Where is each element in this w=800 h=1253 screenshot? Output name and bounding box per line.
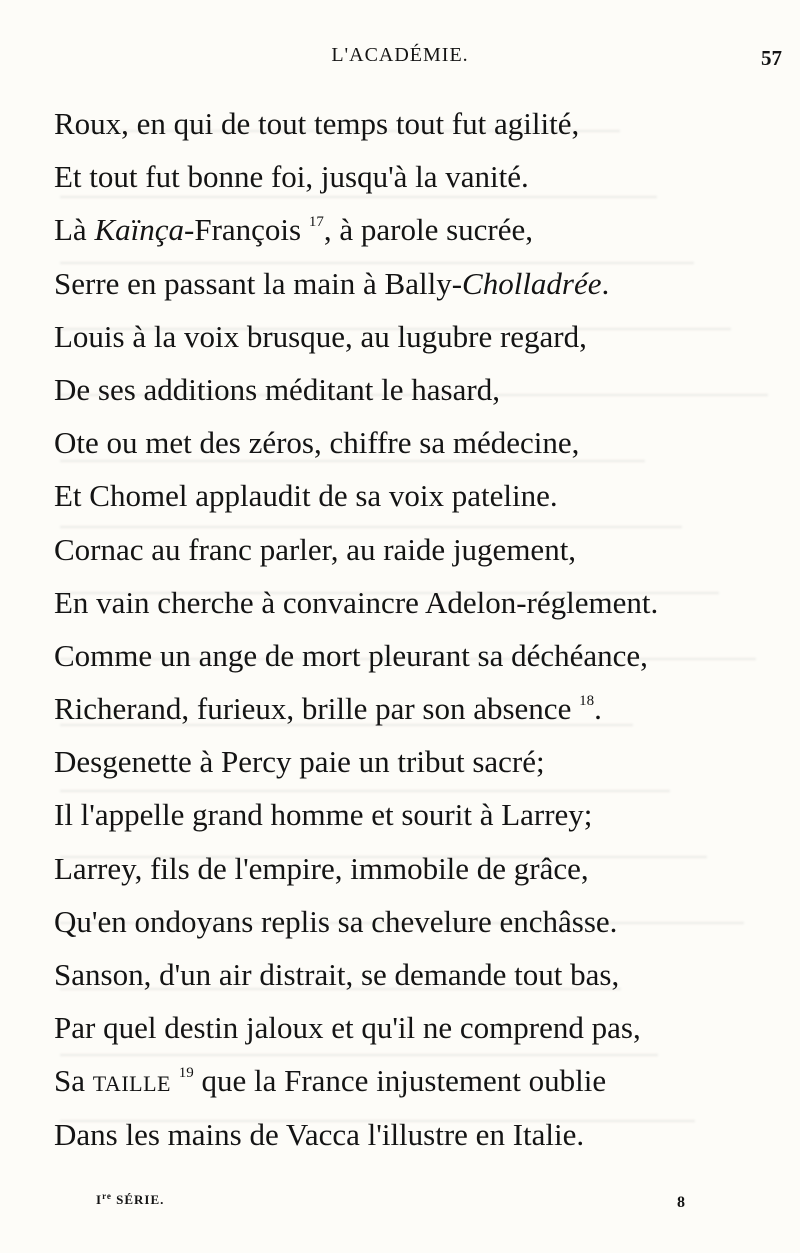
verse-line bbox=[54, 788, 774, 841]
verse-text: Serre en passant la main à Bally- bbox=[54, 265, 463, 301]
verse-line bbox=[54, 735, 774, 788]
verse-text: -François bbox=[184, 212, 309, 248]
verse-line bbox=[54, 576, 774, 629]
verse-line bbox=[54, 363, 774, 416]
verse-text: Larrey, fils de l'empire, immobile de grâce, bbox=[54, 850, 589, 886]
verse-text: En vain cherche à convaincre Adelon-réglement. bbox=[54, 584, 659, 620]
verse-text: Par quel destin jaloux et qu'il ne comprend pas, bbox=[54, 1010, 641, 1046]
poem-verses bbox=[54, 97, 774, 1161]
verse-text: Ote ou met des zéros, chiffre sa médecine, bbox=[54, 425, 580, 461]
running-title: L'ACADÉMIE. bbox=[331, 44, 469, 66]
signature-superscript: re bbox=[102, 1191, 112, 1201]
verse-line bbox=[54, 682, 774, 735]
verse-line bbox=[54, 629, 774, 682]
verse-text: . bbox=[594, 691, 602, 727]
verse-text: Kaïnça bbox=[94, 212, 185, 248]
footnote-ref: 19 bbox=[178, 1065, 194, 1082]
signature-series: SÉRIE. bbox=[111, 1192, 165, 1207]
verse-line bbox=[54, 257, 774, 310]
verse-text: Louis à la voix brusque, au lugubre regard, bbox=[54, 318, 587, 354]
verse-text: Et tout fut bonne foi, jusqu'à la vanité. bbox=[54, 159, 529, 195]
verse-text: Sa bbox=[54, 1063, 93, 1099]
verse-line bbox=[54, 469, 774, 522]
footnote-ref: 17 bbox=[308, 214, 324, 231]
verse-line bbox=[54, 948, 774, 1001]
verse-text: taille bbox=[92, 1063, 171, 1099]
verse-text: Qu'en ondoyans replis sa chevelure enchâsse. bbox=[54, 903, 618, 939]
verse-text: De ses additions méditant le hasard, bbox=[54, 371, 500, 407]
verse-text: Comme un ange de mort pleurant sa déchéance, bbox=[54, 637, 648, 673]
verse-text: , à parole sucrée, bbox=[323, 212, 533, 248]
page-footer bbox=[0, 1192, 800, 1222]
verse-line bbox=[54, 416, 774, 469]
verse-text: Là bbox=[54, 212, 95, 248]
verse-text: Cholladrée bbox=[462, 265, 602, 301]
verse-line bbox=[54, 1001, 774, 1054]
verse-text: Richerand, furieux, brille par son absence bbox=[54, 691, 580, 727]
verse-line bbox=[54, 895, 774, 948]
verse-text: Et Chomel applaudit de sa voix pateline. bbox=[54, 478, 558, 514]
verse-line bbox=[54, 97, 774, 150]
signature-text: I bbox=[96, 1192, 103, 1207]
verse-line bbox=[54, 523, 774, 576]
footnote-ref: 18 bbox=[579, 693, 595, 710]
page-header bbox=[0, 34, 800, 74]
verse-line bbox=[54, 1054, 774, 1107]
verse-text bbox=[171, 1063, 179, 1098]
verse-line bbox=[54, 150, 774, 203]
verse-text: Cornac au franc parler, au raide jugement, bbox=[54, 531, 577, 567]
verse-text: Roux, en qui de tout temps tout fut agilité, bbox=[54, 106, 580, 141]
verse-line bbox=[54, 310, 774, 363]
signature-mark bbox=[96, 1192, 164, 1208]
verse-text: . bbox=[601, 265, 610, 301]
verse-text: Il l'appelle grand homme et sourit à Larrey; bbox=[54, 797, 593, 833]
page-number: 57 bbox=[761, 46, 782, 70]
verse-text: que la France injustement oublie bbox=[193, 1063, 607, 1099]
verse-text: Desgenette à Percy paie un tribut sacré; bbox=[54, 744, 545, 780]
verse-text: Dans les mains de Vacca l'illustre en Italie. bbox=[54, 1116, 585, 1152]
verse-line bbox=[54, 1108, 774, 1161]
verse-line bbox=[54, 203, 774, 256]
verse-line bbox=[54, 842, 774, 895]
sheet-number: 8 bbox=[677, 1194, 685, 1211]
verse-text: Sanson, d'un air distrait, se demande tout bas, bbox=[54, 957, 620, 992]
